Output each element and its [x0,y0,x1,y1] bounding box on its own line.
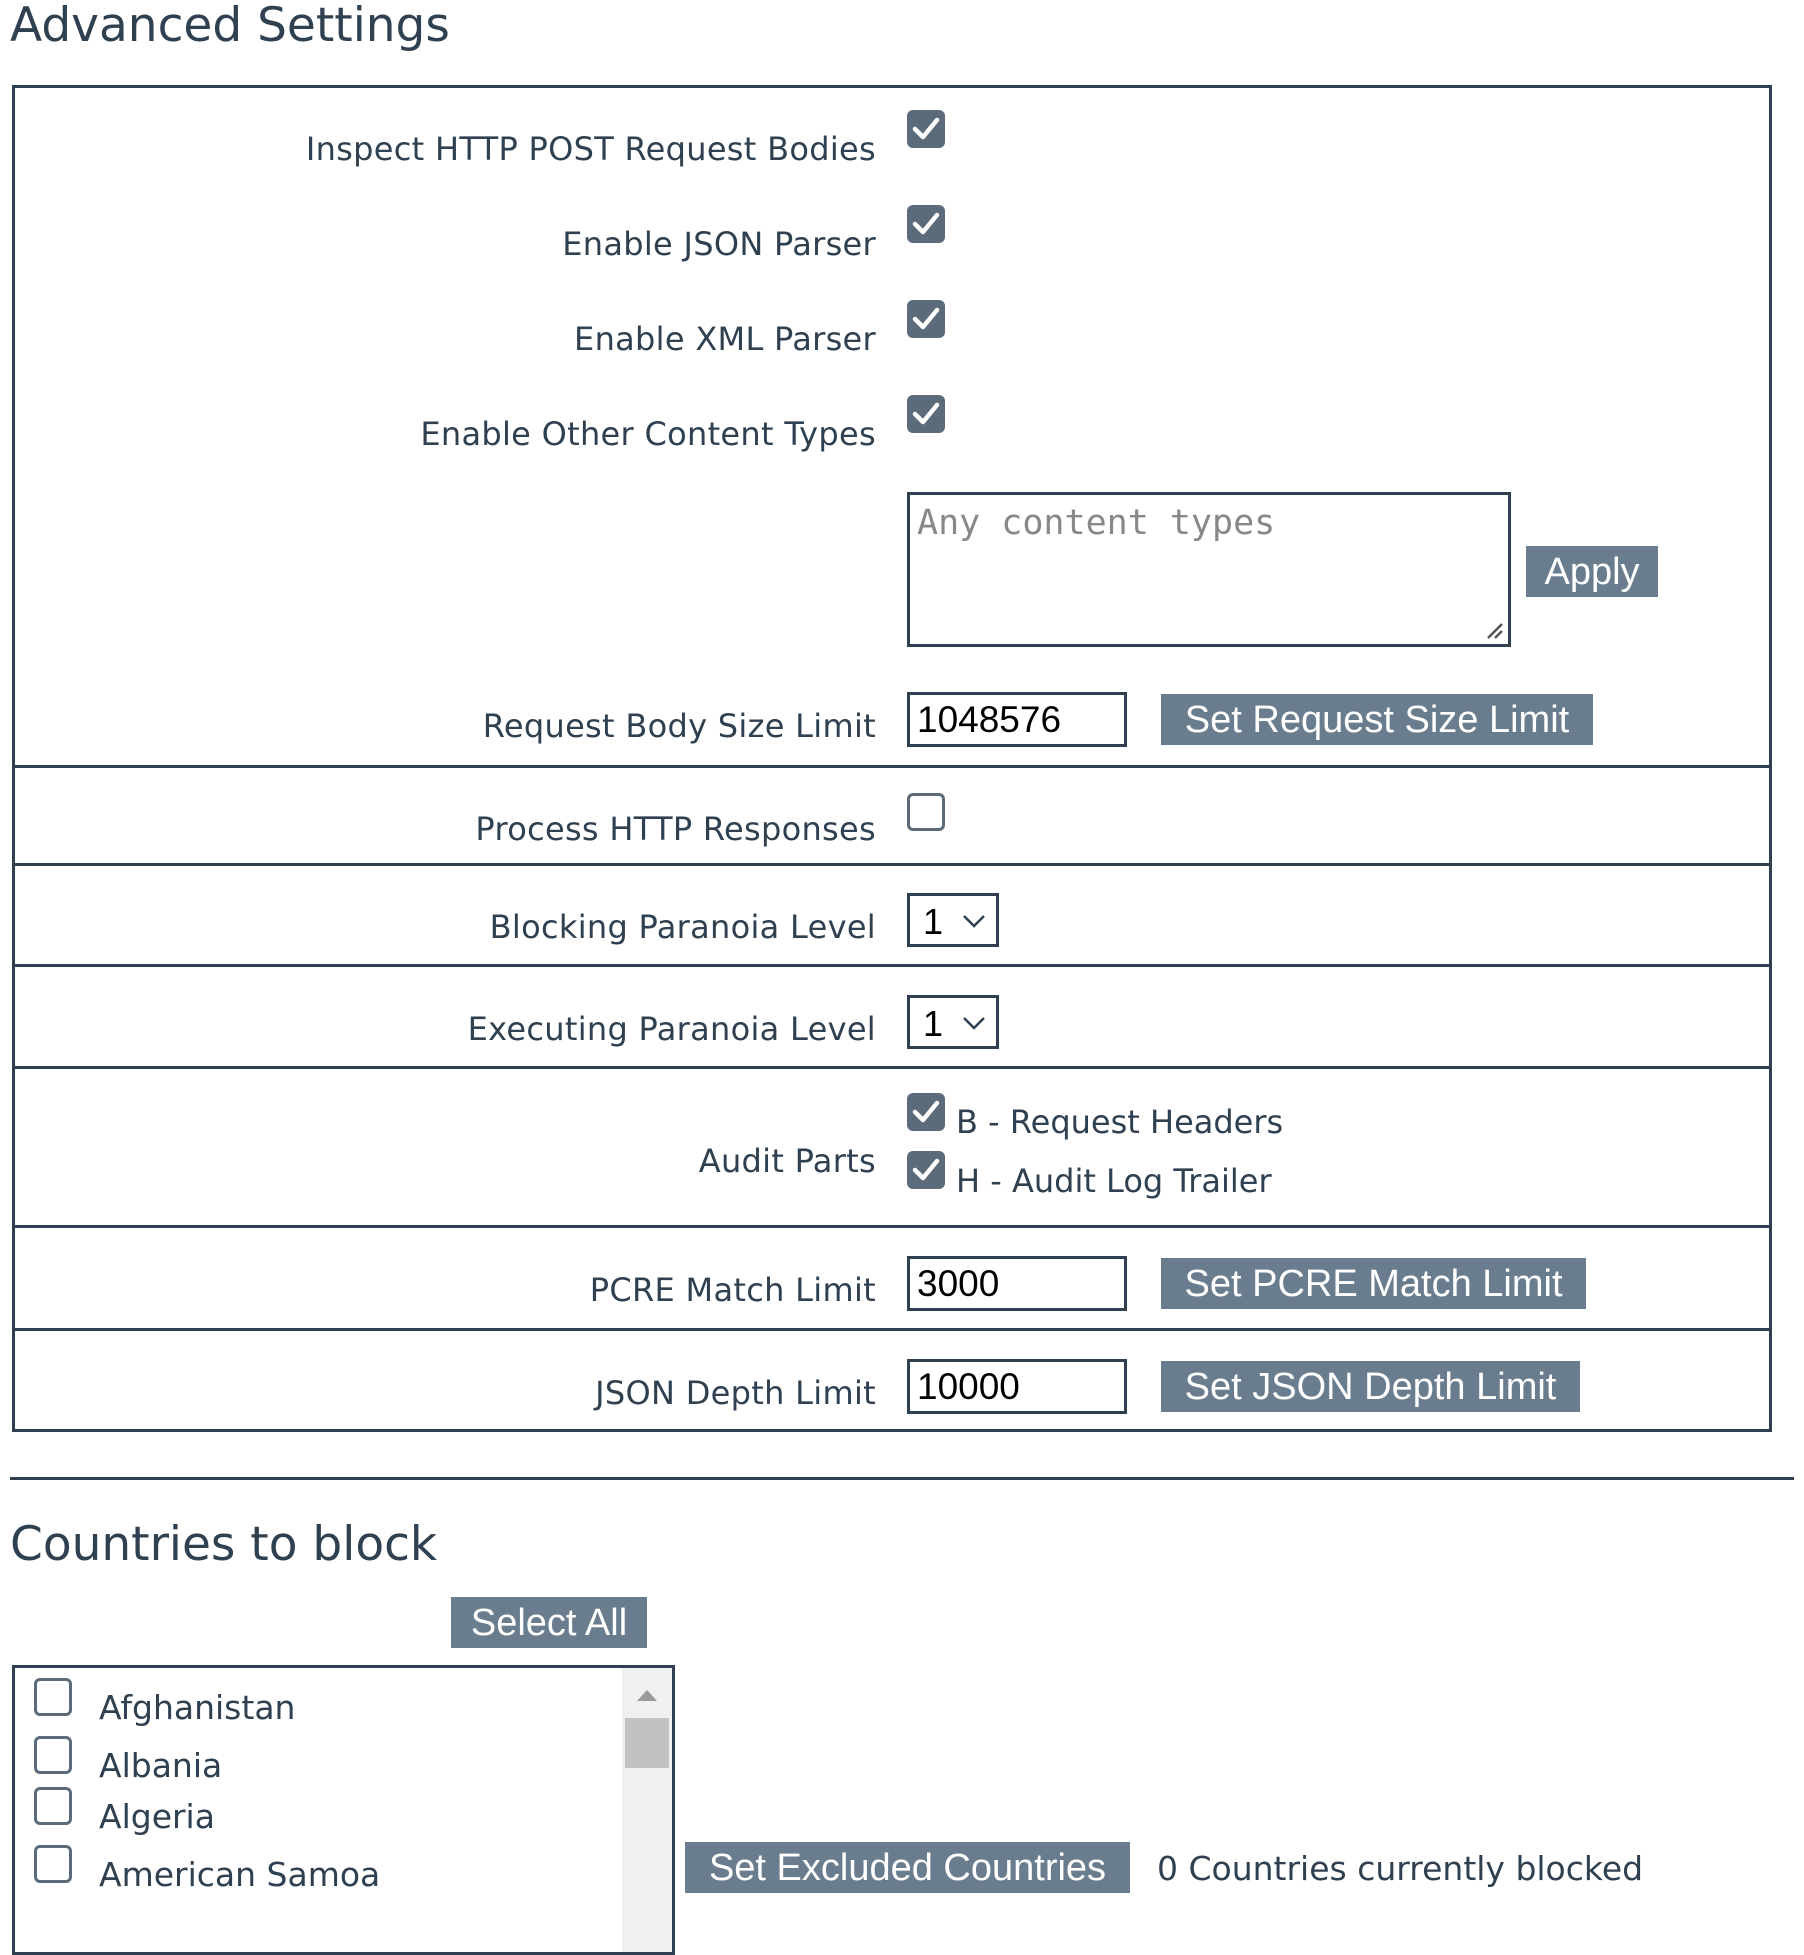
apply-content-types-button[interactable]: Apply [1526,546,1658,597]
content-types-textarea[interactable] [907,492,1511,647]
blocking-paranoia-value: 1 [923,901,944,942]
other-content-types-label: Enable Other Content Types [420,415,876,453]
executing-paranoia-select[interactable] [907,995,999,1049]
chevron-down-icon [962,1016,986,1030]
country-checkbox-american-samoa[interactable] [34,1845,72,1883]
executing-paranoia-value: 1 [923,1003,944,1044]
country-label: Albania [99,1746,223,1785]
divider [12,1328,1772,1331]
audit-part-b-checkbox[interactable] [907,1093,945,1131]
section-divider [10,1477,1794,1480]
chevron-down-icon [962,914,986,928]
checkmark-icon [912,1157,940,1183]
audit-parts-label: Audit Parts [698,1142,876,1180]
json-parser-checkbox[interactable] [907,205,945,243]
scrollbar-thumb[interactable] [625,1718,669,1768]
checkmark-icon [912,1099,940,1125]
request-body-size-input[interactable]: 1048576 [907,692,1127,747]
content-types-placeholder: Any content types [917,503,1276,543]
xml-parser-checkbox[interactable] [907,300,945,338]
pcre-match-limit-label: PCRE Match Limit [589,1271,876,1309]
set-json-depth-limit-button[interactable]: Set JSON Depth Limit [1161,1361,1580,1412]
executing-paranoia-label: Executing Paranoia Level [467,1010,876,1048]
country-label: American Samoa [99,1855,381,1894]
blocked-countries-status: 0 Countries currently blocked [1157,1849,1644,1888]
set-excluded-countries-button[interactable]: Set Excluded Countries [685,1842,1130,1893]
checkmark-icon [912,116,940,142]
audit-part-h-label: H - Audit Log Trailer [956,1162,1272,1200]
checkmark-icon [912,211,940,237]
blocking-paranoia-label: Blocking Paranoia Level [489,908,876,946]
resize-handle-icon[interactable] [1480,616,1504,640]
scroll-up-arrow-icon[interactable] [635,1688,659,1702]
audit-part-h-checkbox[interactable] [907,1151,945,1189]
country-label: Algeria [99,1797,215,1836]
inspect-post-label: Inspect HTTP POST Request Bodies [305,130,876,168]
advanced-settings-panel [12,85,1772,1432]
blocking-paranoia-select[interactable] [907,893,999,947]
pcre-match-limit-input[interactable]: 3000 [907,1256,1127,1311]
set-pcre-match-limit-button[interactable]: Set PCRE Match Limit [1161,1258,1586,1309]
inspect-post-checkbox[interactable] [907,110,945,148]
country-label: Afghanistan [99,1688,296,1727]
process-responses-checkbox[interactable] [907,793,945,831]
country-checkbox-afghanistan[interactable] [34,1678,72,1716]
checkmark-icon [912,306,940,332]
country-checkbox-algeria[interactable] [34,1787,72,1825]
other-content-types-checkbox[interactable] [907,395,945,433]
divider [12,1225,1772,1228]
process-responses-label: Process HTTP Responses [475,810,876,848]
set-request-size-limit-button[interactable]: Set Request Size Limit [1161,694,1593,745]
divider [12,863,1772,866]
countries-title: Countries to block [10,1517,438,1572]
advanced-settings-title: Advanced Settings [10,0,450,53]
json-depth-limit-input[interactable]: 10000 [907,1359,1127,1414]
request-body-size-label: Request Body Size Limit [482,707,876,745]
countries-list[interactable] [12,1665,675,1955]
divider [12,964,1772,967]
divider [12,765,1772,768]
select-all-button[interactable]: Select All [451,1597,647,1648]
json-parser-label: Enable JSON Parser [562,225,876,263]
checkmark-icon [912,401,940,427]
country-checkbox-albania[interactable] [34,1736,72,1774]
json-depth-limit-label: JSON Depth Limit [595,1374,876,1412]
xml-parser-label: Enable XML Parser [574,320,876,358]
divider [12,1066,1772,1069]
countries-scrollbar[interactable] [622,1668,672,1955]
audit-part-b-label: B - Request Headers [956,1103,1284,1141]
